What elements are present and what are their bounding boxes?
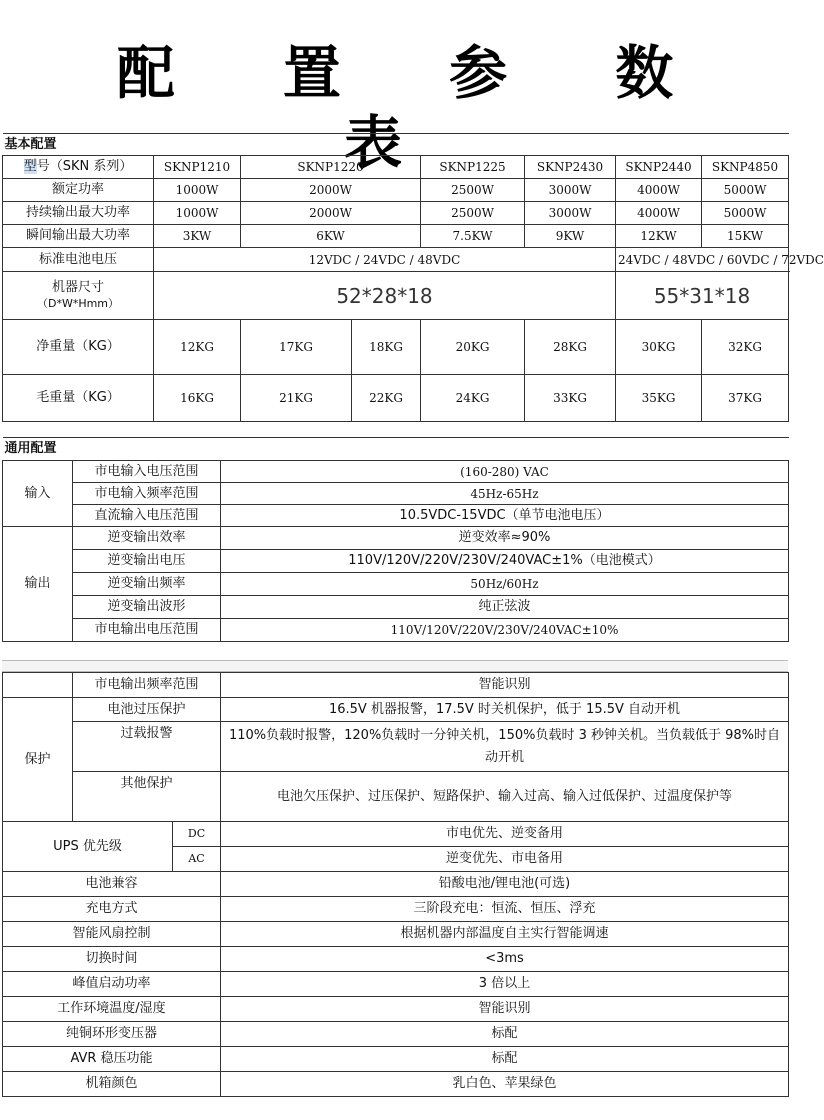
param-value: 标配 bbox=[221, 1022, 789, 1047]
param-value: 110V/120V/220V/230V/240VAC±1%（电池模式） bbox=[221, 550, 789, 573]
param-name: 逆变输出效率 bbox=[73, 527, 221, 550]
table-row bbox=[3, 619, 789, 642]
param-name: 逆变输出波形 bbox=[73, 596, 221, 619]
param-name: 纯铜环形变压器 bbox=[3, 1022, 221, 1047]
general-config-table bbox=[2, 437, 789, 642]
param-value: 逆变效率≈90% bbox=[221, 527, 789, 550]
value-cell: 18KG bbox=[352, 320, 421, 375]
value-cell: 30KG bbox=[616, 320, 702, 375]
param-value: 智能识别 bbox=[221, 673, 789, 698]
peak-power-label: 瞬间输出最大功率 bbox=[3, 225, 154, 248]
table-row bbox=[3, 772, 789, 822]
value-cell: 4000W bbox=[616, 179, 702, 202]
value-cell: 9KW bbox=[525, 225, 616, 248]
value-cell: 3000W bbox=[525, 202, 616, 225]
table-row bbox=[3, 997, 789, 1022]
table-row bbox=[3, 248, 789, 272]
gross-weight-label: 毛重量（KG） bbox=[3, 375, 154, 422]
ups-mode: DC bbox=[173, 822, 221, 847]
param-name: 工作环境温度/湿度 bbox=[3, 997, 221, 1022]
value-cell: 32KG bbox=[702, 320, 789, 375]
table-row bbox=[3, 505, 789, 527]
param-name: 机箱颜色 bbox=[3, 1072, 221, 1097]
protection-table bbox=[2, 672, 789, 822]
model-label: 型号（SKN 系列） bbox=[3, 156, 154, 179]
table-row bbox=[3, 1072, 789, 1097]
protection-group-label: 保护 bbox=[3, 698, 73, 822]
param-name: AVR 稳压功能 bbox=[3, 1047, 221, 1072]
blank-cell bbox=[3, 673, 73, 698]
model-cell: SKNP1225 bbox=[421, 156, 525, 179]
param-name: 充电方式 bbox=[3, 897, 221, 922]
table-row bbox=[3, 527, 789, 550]
table-row bbox=[3, 550, 789, 573]
value-cell: 22KG bbox=[352, 375, 421, 422]
value-cell: 2000W bbox=[241, 202, 421, 225]
value-cell: 20KG bbox=[421, 320, 525, 375]
table-row bbox=[3, 225, 789, 248]
table-row bbox=[3, 320, 789, 375]
model-cell: SKNP1220 bbox=[241, 156, 421, 179]
table-row bbox=[3, 461, 789, 483]
size-unit: （D*W*Hmm） bbox=[36, 296, 120, 310]
table-row bbox=[3, 872, 789, 897]
size-value: 52*28*18 bbox=[154, 272, 616, 320]
param-name: 市电输入频率范围 bbox=[73, 483, 221, 505]
value-cell: 33KG bbox=[525, 375, 616, 422]
table-row bbox=[3, 722, 789, 772]
page-break-divider bbox=[2, 660, 788, 672]
param-value: 乳白色、苹果绿色 bbox=[221, 1072, 789, 1097]
param-name: 切换时间 bbox=[3, 947, 221, 972]
value-cell: 24VDC / 48VDC / 60VDC / 72VDC bbox=[616, 248, 789, 272]
value-cell: 1000W bbox=[154, 179, 241, 202]
model-cell: SKNP2430 bbox=[525, 156, 616, 179]
param-value: 纯正弦波 bbox=[221, 596, 789, 619]
value-cell: 1000W bbox=[154, 202, 241, 225]
table-row bbox=[3, 1022, 789, 1047]
param-value: 110%负载时报警，120%负载时一分钟关机，150%负载时 3 秒钟关机。当负载低于 98%时自动开机 bbox=[221, 722, 789, 772]
model-cell: SKNP2440 bbox=[616, 156, 702, 179]
table-row bbox=[3, 673, 789, 698]
value-cell: 3KW bbox=[154, 225, 241, 248]
table-row bbox=[3, 202, 789, 225]
section-basic-config: 基本配置 bbox=[3, 134, 789, 156]
table-row bbox=[3, 573, 789, 596]
table-row bbox=[3, 698, 789, 722]
value-cell: 6KW bbox=[241, 225, 421, 248]
table-row bbox=[3, 972, 789, 997]
param-name: 市电输出频率范围 bbox=[73, 673, 221, 698]
output-group-label: 输出 bbox=[3, 527, 73, 642]
param-name: 逆变输出电压 bbox=[73, 550, 221, 573]
basic-config-table bbox=[2, 133, 824, 422]
param-name: 其他保护 bbox=[73, 772, 221, 822]
value-cell: 28KG bbox=[525, 320, 616, 375]
table-row bbox=[3, 272, 789, 320]
value-cell: 7.5KW bbox=[421, 225, 525, 248]
value-cell: 5000W bbox=[702, 202, 789, 225]
table-row bbox=[3, 156, 789, 179]
param-name: 市电输出电压范围 bbox=[73, 619, 221, 642]
param-value: 智能识别 bbox=[221, 997, 789, 1022]
param-value: 三阶段充电：恒流、恒压、浮充 bbox=[221, 897, 789, 922]
input-group-label: 输入 bbox=[3, 461, 73, 527]
value-cell: 21KG bbox=[241, 375, 352, 422]
value-cell: 12KW bbox=[616, 225, 702, 248]
value-cell: 5000W bbox=[702, 179, 789, 202]
param-value: 16.5V 机器报警，17.5V 时关机保护，低于 15.5V 自动开机 bbox=[221, 698, 789, 722]
param-value: 标配 bbox=[221, 1047, 789, 1072]
value-cell: 2500W bbox=[421, 179, 525, 202]
table-row bbox=[3, 822, 789, 847]
table-row bbox=[3, 922, 789, 947]
param-name: 电池兼容 bbox=[3, 872, 221, 897]
param-value: <3ms bbox=[221, 947, 789, 972]
value-cell: 15KW bbox=[702, 225, 789, 248]
value-cell: 2500W bbox=[421, 202, 525, 225]
param-name: 智能风扇控制 bbox=[3, 922, 221, 947]
param-value: 50Hz/60Hz bbox=[221, 573, 789, 596]
param-value: 逆变优先、市电备用 bbox=[221, 847, 789, 872]
value-cell: 17KG bbox=[241, 320, 352, 375]
param-value: (160-280) VAC bbox=[221, 461, 789, 483]
value-cell: 3000W bbox=[525, 179, 616, 202]
model-label-highlight: 型 bbox=[23, 159, 37, 174]
value-cell: 2000W bbox=[241, 179, 421, 202]
value-cell: 24KG bbox=[421, 375, 525, 422]
param-value: 根据机器内部温度自主实行智能调速 bbox=[221, 922, 789, 947]
table-row bbox=[3, 483, 789, 505]
param-value: 市电优先、逆变备用 bbox=[221, 822, 789, 847]
param-name: 直流输入电压范围 bbox=[73, 505, 221, 527]
table-row bbox=[3, 596, 789, 619]
value-cell: 12KG bbox=[154, 320, 241, 375]
model-cell: SKNP1210 bbox=[154, 156, 241, 179]
value-cell: 4000W bbox=[616, 202, 702, 225]
ups-priority-label: UPS 优先级 bbox=[3, 822, 173, 872]
table-row bbox=[3, 897, 789, 922]
param-name: 逆变输出频率 bbox=[73, 573, 221, 596]
battery-voltage-label: 标准电池电压 bbox=[3, 248, 154, 272]
param-name: 市电输入电压范围 bbox=[73, 461, 221, 483]
table-row bbox=[3, 179, 789, 202]
page-title: 配 置 参 数 表 bbox=[116, 39, 718, 177]
param-value: 3 倍以上 bbox=[221, 972, 789, 997]
param-value: 45Hz-65Hz bbox=[221, 483, 789, 505]
section-general-config: 通用配置 bbox=[3, 438, 789, 461]
table-row bbox=[3, 947, 789, 972]
cont-power-label: 持续输出最大功率 bbox=[3, 202, 154, 225]
value-cell: 16KG bbox=[154, 375, 241, 422]
value-cell: 35KG bbox=[616, 375, 702, 422]
param-name: 电池过压保护 bbox=[73, 698, 221, 722]
param-value: 电池欠压保护、过压保护、短路保护、输入过高、输入过低保护、过温度保护等 bbox=[221, 772, 789, 822]
param-value: 110V/120V/220V/230V/240VAC±10% bbox=[221, 619, 789, 642]
net-weight-label: 净重量（KG） bbox=[3, 320, 154, 375]
param-value: 10.5VDC-15VDC（单节电池电压） bbox=[221, 505, 789, 527]
table-row bbox=[3, 375, 789, 422]
table-row bbox=[3, 1047, 789, 1072]
ups-mode: AC bbox=[173, 847, 221, 872]
param-name: 过载报警 bbox=[73, 722, 221, 772]
param-name: 峰值启动功率 bbox=[3, 972, 221, 997]
param-value: 铅酸电池/锂电池(可选) bbox=[221, 872, 789, 897]
value-cell: 37KG bbox=[702, 375, 789, 422]
value-cell: 12VDC / 24VDC / 48VDC bbox=[154, 248, 616, 272]
misc-config-table bbox=[2, 821, 789, 1097]
model-cell: SKNP4850 bbox=[702, 156, 789, 179]
size-label: 机器尺寸 （D*W*Hmm） bbox=[3, 272, 154, 320]
rated-power-label: 额定功率 bbox=[3, 179, 154, 202]
size-value: 55*31*18 bbox=[616, 272, 789, 320]
